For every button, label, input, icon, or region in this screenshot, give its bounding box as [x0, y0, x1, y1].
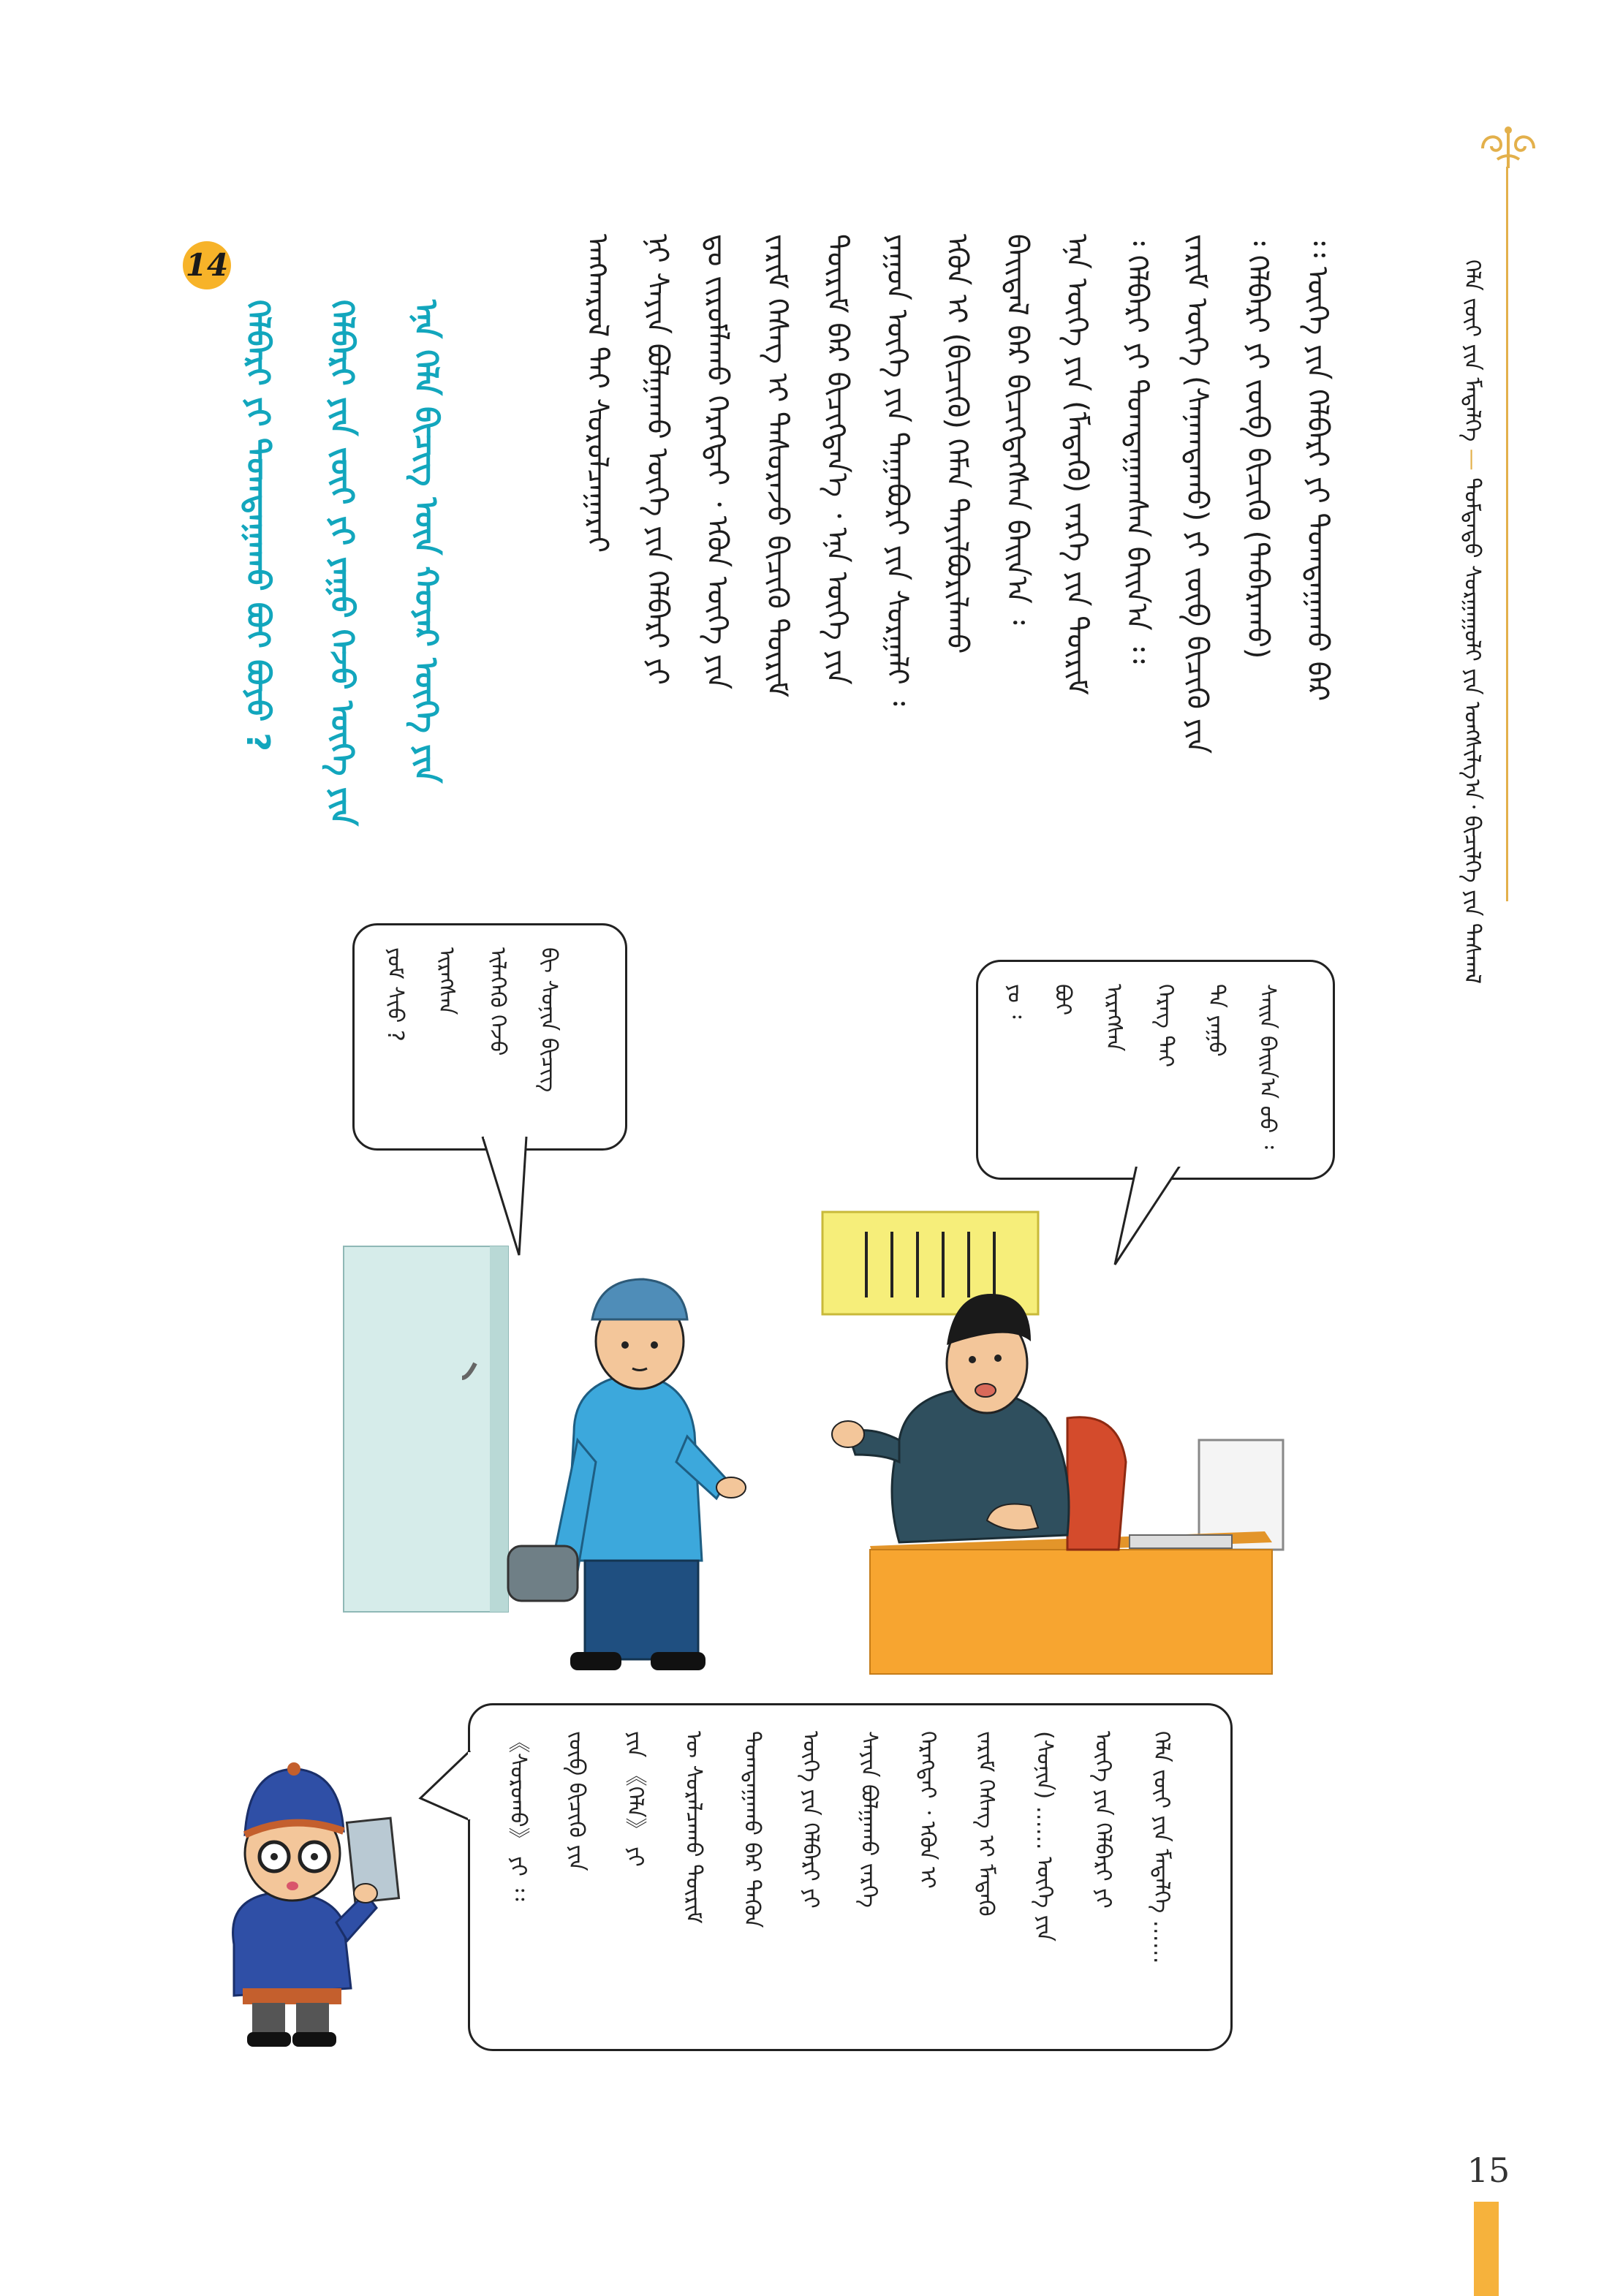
boy-character — [183, 1754, 431, 2054]
bubble-line: ᠦ ᠰᠤᠷᠠᠯᠴᠠᠬᠤ ᠳᠦᠷᠢᠮ — [681, 1731, 706, 1924]
desk — [870, 1531, 1272, 1674]
question-column: ᠬᠡᠯᠪᠡᠷᠢ ᠶᠢᠨ ᠵᠦᠢ ᠶᠢ ᠶᠠᠭᠤ ᠭᠡᠵᠦ ᠦᠭᠡ ᠶᠢᠨ — [323, 300, 360, 826]
question-number: 14 — [183, 241, 231, 289]
bubble-line: ᠲᠠ ᠶᠠᠭᠤ — [1203, 984, 1229, 1057]
bubble-line: ᠦᠭᠡ ᠶᠢᠨ ᠬᠡᠯᠪᠡᠷᠢ ᠶᠢ — [798, 1731, 823, 1909]
office-illustration — [336, 1199, 1287, 1681]
bubble-line: ᠵᠠᠷᠢᠮ ᠬᠡᠰᠡᠭ ᠢ ᠮᠡᠳᠡᠬᠦ — [973, 1731, 999, 1917]
speech-bubble-manager — [976, 960, 1335, 1180]
header-dash: — — [1459, 448, 1485, 471]
body-column: ᠡᠨᠡ ᠦᠭᠡ ᠶᠢᠨ (ᠮᠡᠳᠡᠬᠦ) ᠵᠡᠷᠭᠡ ᠶᠢᠨ ᠳᠦᠷᠢᠮ — [1060, 234, 1094, 695]
bubble-line: ᠢᠷᠡᠭᠰᠡᠨ — [1101, 984, 1127, 1052]
body-column: ᠳᠤ ᠵᠢᠷᠤᠮᠯᠠᠬᠤ ᠬᠡᠷᠡᠭᠲᠡᠢ ᠂ ᠡᠭᠦᠨ ᠦᠭᠡ ᠶᠢᠨ — [700, 234, 734, 690]
body-column: ᠠᠩᠬᠠᠷᠤᠯ ᠲᠠᠶ ᠰᠤᠷᠤᠯᠴᠠᠭᠠᠷᠠᠢ — [580, 234, 614, 553]
bubble-line: (ᠰᠣᠨᠢᠨ) …… ᠦᠭᠡ ᠶᠢᠨ — [1032, 1731, 1057, 1942]
speech-bubble-boy — [468, 1703, 1233, 2051]
bubble-line: ᠢᠷᠡᠭᠰᠡᠨ — [434, 947, 459, 1015]
body-column: ᠄ ᠬᠡᠯᠪᠡᠷᠢ ᠶᠢ ᠵᠥᠪ ᠪᠢᠴᠢᠬᠦ (ᠲᠠᠪᠠᠷᠠᠬᠤ) — [1241, 234, 1274, 659]
speech-bubble-visitor — [352, 923, 627, 1151]
header-rule — [1506, 167, 1508, 901]
visitor-character — [508, 1279, 746, 1670]
bubble-line: ᠢᠯᠡᠭᠡᠬᠦ ᠭᠡᠵᠦ — [485, 947, 510, 1056]
body-column: ᠳᠦᠷᠢᠮ ᠪᠡᠷ ᠪᠢᠴᠢᠭᠳᠡᠨ᠎ᠡ ᠂ ᠡᠨᠡ ᠦᠭᠡ ᠶᠢᠨ — [820, 234, 854, 685]
bubble-line: ᠪᠢ ᠰᠣᠨᠢᠨ ᠪᠢᠴᠢᠭ — [536, 947, 561, 1093]
manager-character — [832, 1294, 1069, 1542]
body-column: ᠵᠠᠷᠢᠮ ᠬᠡᠰᠡᠭ ᠢ ᠲᠠᠰᠤᠷᠠᠵᠤ ᠪᠢᠴᠢᠬᠦ ᠳᠦᠷᠢᠮ — [760, 234, 794, 698]
bubble-line: ᠬᠡᠯᠡ ᠵᠦᠢ ᠶᠢᠨ ᠮᠡᠳᠡᠯᠭᠡ …… — [1149, 1731, 1174, 1964]
bubble-line: ᠶᠢᠨ 《ᠬᠡᠯᠡ》 ᠶᠢ — [622, 1731, 648, 1867]
bubble-line: ᠲᠣᠭᠲᠠᠭᠠᠬᠤ ᠪᠡᠷ ᠲᠡᠭᠦᠨ — [739, 1731, 765, 1928]
body-column: ᠶᠠᠭᠤᠨ ᠦᠭᠡ ᠶᠢᠨ ᠳᠠᠭᠠᠪᠤᠷᠢ ᠶᠢᠨ ᠰᠤᠷᠭᠠᠯᠢ ᠄ — [880, 234, 914, 706]
body-column: ᠵᠠᠷᠢᠮ ᠦᠭᠡ (ᠰᠠᠨᠠᠭᠳᠠᠬᠤ) ᠶᠢ ᠵᠥᠪ ᠪᠢᠴᠢᠬᠦ ᠶᠢᠨ — [1180, 234, 1214, 754]
bubble-line: ᠶᠤ ᠄ — [1002, 984, 1028, 1019]
bubble-line: ᠶᠤᠮ ᠰᠢᠦ ? — [382, 947, 408, 1042]
bubble-line: 《ᠰᠤᠷᠤᠬᠤ》 ᠶᠢ ᠄᠄ — [505, 1731, 531, 1901]
bubble-line: ᠬᠡᠷᠡᠭ ᠲᠡᠢ — [1152, 984, 1178, 1067]
bubble-line: ᠦᠭᠡ ᠶᠢᠨ ᠬᠡᠯᠪᠡᠷᠢ ᠶᠢ — [1090, 1731, 1116, 1909]
running-header — [1459, 259, 1497, 985]
body-column: ᠪᠠᠢᠳᠠᠯ ᠪᠡᠷ ᠪᠢᠴᠢᠭᠳᠡᠭᠰᠡᠨ ᠪᠠᠢᠨ᠎ᠠ ᠄ — [1000, 234, 1034, 625]
body-column: ᠄ ᠬᠡᠯᠪᠡᠷᠢ ᠶᠢ ᠲᠣᠭᠲᠠᠭᠠᠭᠰᠠᠨ ᠪᠠᠢᠨ᠎ᠠ ᠄᠄ — [1120, 234, 1154, 664]
door-illustration — [344, 1246, 508, 1612]
question-column: ᠡᠨᠡ ᠬᠡᠯᠡ ᠪᠢᠴᠢᠭ ᠦᠨ ᠬᠣᠶᠠᠷ ᠦᠭᠡ ᠶᠢᠨ — [407, 300, 444, 784]
page-number: 15 — [1467, 2151, 1510, 2190]
body-column: ᠄᠄ ᠦᠭᠡ ᠶᠢᠨ ᠬᠡᠯᠪᠡᠷᠢ ᠶᠢ ᠲᠣᠭᠲᠠᠭᠠᠬᠤ ᠪᠡᠷ — [1301, 234, 1334, 702]
bubble-line: ᠰᠠᠢᠨ ᠪᠠᠢᠨ᠎ᠠ ᠤᠤ ᠄ — [1255, 984, 1280, 1149]
header-subtitle: ᠬᠡᠯᠡ ᠵᠦᠢ ᠶᠢᠨ ᠮᠡᠳᠡᠯᠭᠡ — [1459, 259, 1485, 442]
bubble-line: ᠰᠠᠶᠢᠨ ᠪᠣᠯᠭᠠᠬᠤ ᠵᠡᠷᠭᠡ — [856, 1731, 882, 1908]
bubble-line: ᠬᠡᠷᠡᠭᠲᠡᠢ ᠂ ᠡᠭᠦᠨ ᠢ — [915, 1731, 940, 1889]
body-column: ᠨᠢ ᠰᠠᠶᠢᠨ ᠪᠣᠯᠭᠠᠬᠤ ᠦᠭᠡ ᠶᠢᠨ ᠬᠡᠯᠪᠡᠷᠢ ᠶᠢ — [640, 234, 674, 686]
bubble-line: ᠵᠥᠪ ᠪᠢᠴᠢᠬᠦ ᠶᠢᠨ — [564, 1731, 589, 1871]
page-accent-bar — [1474, 2202, 1499, 2296]
scroll-ornament-icon — [1475, 123, 1541, 174]
header-title: ᠳᠤᠮᠳᠠᠳᠤ ᠰᠤᠷᠭᠠᠭᠤᠯᠢ ᠶᠢᠨ ᠤᠩᠰᠢᠯᠭ᠎ᠠ᠂ ᠪᠢᠴᠢᠯᠭᠡ ᠶᠢᠨ ᠳᠠᠰᠬᠠᠯ — [1459, 477, 1485, 985]
question-column: ᠬᠡᠯᠪᠡᠷᠢ ᠶᠢ ᠲᠣᠭᠲᠠᠭᠠᠬᠤ ᠪᠤᠢ ᠪᠤᠶᠤ ? — [239, 300, 276, 751]
bubble-line: ᠪᠤᠢ — [1050, 984, 1075, 1016]
body-column: ᠡᠭᠦᠨ ᠢ (ᠪᠢᠴᠢᠬᠦ) ᠬᠡᠮᠡᠨ ᠲᠠᠶᠢᠯᠪᠤᠷᠢᠯᠠᠬᠤ — [940, 234, 974, 654]
